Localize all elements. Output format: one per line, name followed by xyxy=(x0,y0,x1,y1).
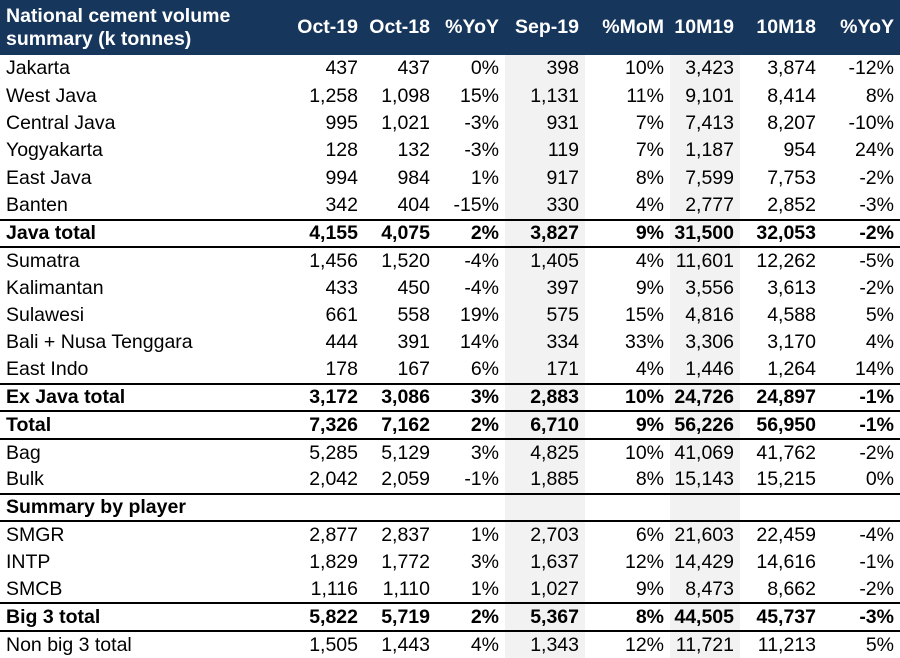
table-cell: 2% xyxy=(436,220,505,247)
table-cell: 3% xyxy=(436,439,505,466)
table-cell xyxy=(822,494,900,521)
table-cell: 44,505 xyxy=(670,603,740,630)
table-cell: 2% xyxy=(436,411,505,438)
table-cell: 5,285 xyxy=(292,439,364,466)
table-cell: 1,021 xyxy=(381,112,430,135)
table-cell xyxy=(292,494,364,521)
table-row xyxy=(0,192,900,219)
table-cell: 2,703 xyxy=(505,521,585,548)
table-cell: 4% xyxy=(635,358,664,381)
table-cell: 397 xyxy=(505,274,585,301)
table-cell: 8,207 xyxy=(767,112,816,135)
table-cell: 8,662 xyxy=(767,577,816,600)
table-cell: 330 xyxy=(505,192,585,219)
table-cell: 15,215 xyxy=(756,468,816,491)
table-cell: 954 xyxy=(783,139,816,162)
table-cell: 15% xyxy=(459,84,499,107)
table-cell: 167 xyxy=(397,358,430,381)
row-label: Sulawesi xyxy=(6,304,85,326)
col-header-10m18: 10M18 xyxy=(756,16,816,38)
table-cell: 24% xyxy=(854,139,894,162)
table-cell: 1,520 xyxy=(381,249,430,272)
table-cell: 21,603 xyxy=(670,521,740,548)
table-cell: 2% xyxy=(436,603,505,630)
row-label: SMCB xyxy=(6,577,63,600)
table-cell: 1,505 xyxy=(309,633,358,656)
table-cell: 1,829 xyxy=(309,550,358,573)
col-header-10m19: 10M19 xyxy=(674,16,734,38)
table-cell: -1% xyxy=(822,384,900,411)
table-cell: 8,473 xyxy=(670,576,740,603)
table-cell: -1% xyxy=(464,468,499,491)
table-row xyxy=(0,110,900,137)
table-cell: -4% xyxy=(859,523,894,546)
table-cell: 1,446 xyxy=(670,357,740,384)
table-cell: 4% xyxy=(470,633,499,656)
table-cell: 178 xyxy=(325,358,358,381)
row-label: West Java xyxy=(6,84,97,107)
table-row xyxy=(0,494,900,521)
table-cell: -10% xyxy=(848,112,894,135)
table-cell: 1% xyxy=(470,523,499,546)
table-cell: 995 xyxy=(325,112,358,135)
table-cell: 1,116 xyxy=(310,577,358,600)
table-cell: 4% xyxy=(865,331,894,354)
table-cell: 3,874 xyxy=(767,57,816,80)
table-cell: -12% xyxy=(848,57,894,80)
table-cell: 444 xyxy=(325,331,358,354)
table-cell: 3,613 xyxy=(767,276,816,299)
table-cell: 1% xyxy=(470,166,499,189)
table-cell: 334 xyxy=(505,329,585,356)
table-cell: 4,588 xyxy=(767,304,816,326)
table-cell: 8% xyxy=(635,166,664,189)
header-row xyxy=(0,0,900,55)
row-label: Big 3 total xyxy=(0,603,292,630)
table-cell: -3% xyxy=(822,603,900,630)
table-cell: -15% xyxy=(453,193,499,216)
row-label: Bali + Nusa Tenggara xyxy=(6,331,193,354)
table-cell: -1% xyxy=(822,411,900,438)
table-cell: 5,367 xyxy=(505,603,585,630)
table-cell: 3,827 xyxy=(505,220,585,247)
col-header-yoy: %YoY xyxy=(445,16,499,38)
table-cell: 7% xyxy=(635,139,664,162)
table-cell: -3% xyxy=(859,193,894,216)
table-cell: 14% xyxy=(854,358,894,381)
table-cell: 9% xyxy=(635,276,664,299)
table-cell: 3,306 xyxy=(670,329,740,356)
table-cell: 56,226 xyxy=(670,411,740,438)
table-cell: 41,069 xyxy=(670,439,740,466)
col-header-sep19: Sep-19 xyxy=(515,16,579,38)
table-cell: 4% xyxy=(635,193,664,216)
table-cell: 10% xyxy=(585,384,670,411)
table-cell: -4% xyxy=(464,276,499,299)
table-cell: -1% xyxy=(859,550,894,573)
table-row xyxy=(0,466,900,493)
table-row xyxy=(0,384,900,411)
table-cell: 6,710 xyxy=(505,411,585,438)
table-cell: 12,262 xyxy=(756,249,816,272)
table-cell: 8,414 xyxy=(767,84,816,107)
table-cell: 1,405 xyxy=(505,247,585,274)
table-cell: 398 xyxy=(505,55,585,82)
table-cell: 4% xyxy=(635,249,664,272)
table-cell: 3,556 xyxy=(670,274,740,301)
table-cell: 1,343 xyxy=(505,631,585,658)
table-cell: 9% xyxy=(585,411,670,438)
table-cell: 14,616 xyxy=(756,550,816,573)
table-cell: 437 xyxy=(397,57,430,80)
table-cell: 917 xyxy=(505,165,585,192)
table-row xyxy=(0,247,900,274)
row-label: Bag xyxy=(0,439,292,466)
col-header-ytd-yoy: %YoY xyxy=(840,16,894,38)
table-cell: 15,143 xyxy=(670,466,740,493)
table-cell xyxy=(505,494,585,521)
table-cell: 1,110 xyxy=(382,577,430,600)
table-cell: 575 xyxy=(505,302,585,329)
table-cell xyxy=(585,494,670,521)
table-cell: 14,429 xyxy=(670,549,740,576)
table-cell: -3% xyxy=(464,112,499,135)
table-row xyxy=(0,82,900,109)
table-cell: 1,027 xyxy=(505,576,585,603)
table-cell xyxy=(740,494,822,521)
table-cell: 2,852 xyxy=(767,193,816,216)
table-row xyxy=(0,55,900,82)
table-cell: 24,726 xyxy=(670,384,740,411)
table-cell: 171 xyxy=(505,357,585,384)
table-cell: -2% xyxy=(859,577,894,600)
table-cell: 4,155 xyxy=(292,220,364,247)
table-row xyxy=(0,631,900,658)
table-cell: 1,637 xyxy=(505,549,585,576)
table-cell: 450 xyxy=(397,276,430,299)
table-cell xyxy=(436,494,505,521)
row-label: Total xyxy=(0,411,292,438)
table-row xyxy=(0,549,900,576)
table-cell: -3% xyxy=(464,139,499,162)
table-cell: 22,459 xyxy=(756,523,816,546)
col-header-mom: %MoM xyxy=(602,16,664,38)
table-cell: -2% xyxy=(859,276,894,299)
table-cell: 1,187 xyxy=(670,137,740,164)
table-cell: 4,825 xyxy=(505,439,585,466)
row-label: SMGR xyxy=(6,523,65,546)
table-cell: 3,086 xyxy=(364,384,436,411)
table-cell: 33% xyxy=(624,331,664,354)
table-cell: 7,413 xyxy=(670,110,740,137)
table-cell: 19% xyxy=(459,304,499,326)
table-cell: 342 xyxy=(325,193,358,216)
table-cell: 558 xyxy=(397,304,430,326)
table-cell: 11,213 xyxy=(757,633,816,656)
table-cell: 5,719 xyxy=(364,603,436,630)
table-cell: 45,737 xyxy=(740,603,822,630)
table-cell: 437 xyxy=(325,57,358,80)
table-cell: 1,264 xyxy=(767,358,816,381)
table-cell: 10% xyxy=(585,439,670,466)
table-cell: 2,877 xyxy=(309,523,358,546)
row-label: Yogyakarta xyxy=(6,139,103,162)
table-row xyxy=(0,302,900,329)
row-label: Non big 3 total xyxy=(6,633,132,656)
table-cell: 11,601 xyxy=(670,247,740,274)
table-row xyxy=(0,576,900,603)
table-cell: 391 xyxy=(397,331,430,354)
table-cell: 1,258 xyxy=(309,84,358,107)
table-cell: 1,443 xyxy=(381,633,430,656)
table-cell: 9,101 xyxy=(670,82,740,109)
table-cell: 32,053 xyxy=(740,220,822,247)
table-cell: 3% xyxy=(436,384,505,411)
table-cell: 14% xyxy=(459,331,499,354)
table-header xyxy=(0,0,900,55)
table-cell: 7% xyxy=(635,112,664,135)
table-cell: -4% xyxy=(464,249,499,272)
table-cell: 10% xyxy=(624,57,664,80)
table-cell: 2,059 xyxy=(381,468,430,491)
row-label: Banten xyxy=(6,193,68,216)
table-cell: 5% xyxy=(865,633,894,656)
table-cell: 7,753 xyxy=(767,166,816,189)
col-header-oct18: Oct-18 xyxy=(369,16,430,38)
table-row xyxy=(0,165,900,192)
table-cell: 4,816 xyxy=(670,302,740,329)
table-cell: 6% xyxy=(470,358,499,381)
table-row xyxy=(0,220,900,247)
table-cell: 433 xyxy=(325,276,358,299)
row-label: East Java xyxy=(6,166,92,189)
table-cell: 132 xyxy=(397,139,430,162)
table-cell: 7,326 xyxy=(292,411,364,438)
col-header-oct19: Oct-19 xyxy=(297,16,358,38)
table-cell: 994 xyxy=(325,166,358,189)
table-row xyxy=(0,329,900,356)
table-cell: 9% xyxy=(635,577,664,600)
table-cell: 1% xyxy=(470,577,499,600)
table-cell: 12% xyxy=(624,633,664,656)
table-row xyxy=(0,137,900,164)
table-cell: 11% xyxy=(626,84,664,107)
table-cell: 2,042 xyxy=(309,468,358,491)
table-cell: 3,172 xyxy=(292,384,364,411)
table-cell: 8% xyxy=(635,468,664,491)
table-cell: 5,129 xyxy=(364,439,436,466)
table-cell: -2% xyxy=(859,166,894,189)
table-cell: 8% xyxy=(865,84,894,107)
table-cell: -2% xyxy=(822,220,900,247)
table-cell: 404 xyxy=(397,193,430,216)
table-cell: -2% xyxy=(822,439,900,466)
table-row xyxy=(0,521,900,548)
table-cell: 24,897 xyxy=(740,384,822,411)
table-cell: 984 xyxy=(397,166,430,189)
table-cell: 1,772 xyxy=(381,550,430,573)
table-cell: 15% xyxy=(624,304,664,326)
table-body xyxy=(0,55,900,658)
table-cell: 119 xyxy=(505,137,585,164)
table-cell xyxy=(364,494,436,521)
table-row xyxy=(0,603,900,630)
table-row xyxy=(0,357,900,384)
table-cell: 1,131 xyxy=(505,82,585,109)
table-cell: 2,777 xyxy=(670,192,740,219)
row-label: Central Java xyxy=(6,112,116,135)
table-row xyxy=(0,411,900,438)
row-label: Jakarta xyxy=(6,57,70,80)
row-label: East Indo xyxy=(6,358,89,381)
table-cell: 5,822 xyxy=(292,603,364,630)
table-cell: 11,721 xyxy=(670,631,740,658)
table-cell: 4,075 xyxy=(364,220,436,247)
table-cell: 3,170 xyxy=(767,331,816,354)
table-cell: 7,599 xyxy=(670,165,740,192)
table-cell: 0% xyxy=(470,57,499,80)
table-cell: 3% xyxy=(470,550,499,573)
table-cell: 56,950 xyxy=(740,411,822,438)
table-cell: 7,162 xyxy=(364,411,436,438)
row-label: Bulk xyxy=(6,468,44,491)
table-cell: 0% xyxy=(865,468,894,491)
table-cell: 2,837 xyxy=(381,523,430,546)
row-label: Sumatra xyxy=(6,249,80,272)
table-cell: 12% xyxy=(624,550,664,573)
table-cell: 661 xyxy=(325,304,358,326)
table-title: National cement volume summary (k tonnes) xyxy=(6,4,231,50)
table-cell: 9% xyxy=(585,220,670,247)
table-cell: 3,423 xyxy=(670,55,740,82)
row-label: Kalimantan xyxy=(6,276,104,299)
row-label: Summary by player xyxy=(0,494,292,521)
table-cell: 8% xyxy=(585,603,670,630)
table-row xyxy=(0,439,900,466)
table-cell: 41,762 xyxy=(740,439,822,466)
table-cell: 931 xyxy=(505,110,585,137)
table-row xyxy=(0,274,900,301)
table-cell: 6% xyxy=(635,523,664,546)
table-cell: 2,883 xyxy=(505,384,585,411)
table-cell xyxy=(670,494,740,521)
table-cell: 1,098 xyxy=(381,84,430,107)
row-label: Java total xyxy=(0,220,292,247)
table-cell: 128 xyxy=(325,139,358,162)
table-cell: 5% xyxy=(865,304,894,326)
row-label: INTP xyxy=(6,550,51,573)
table-cell: 1,456 xyxy=(309,249,358,272)
row-label: Ex Java total xyxy=(0,384,292,411)
table-cell: 31,500 xyxy=(670,220,740,247)
table-cell: 1,885 xyxy=(505,466,585,493)
table-cell: -5% xyxy=(859,249,894,272)
